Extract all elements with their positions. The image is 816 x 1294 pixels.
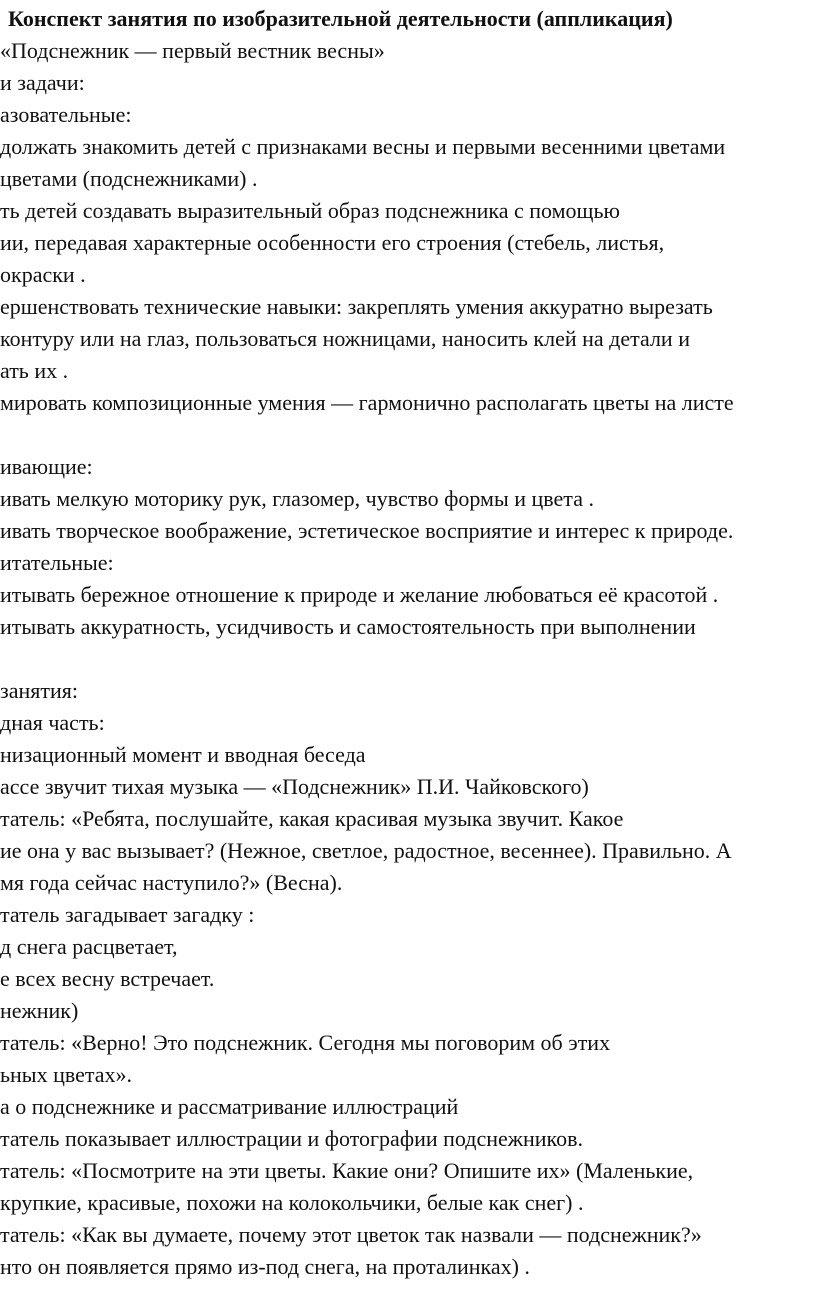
text-line: ершенствовать технические навыки: закреплять умения аккуратно вырезать — [0, 294, 713, 319]
text-line: ивающие: — [0, 454, 93, 479]
text-line: контуру или на глаз, пользоваться ножницами, наносить клей на детали и — [0, 326, 690, 351]
text-line: азовательные: — [0, 102, 132, 127]
text-line: занятия: — [0, 678, 78, 703]
text-line: дная часть: — [0, 710, 105, 735]
text-line: ии, передавая характерные особенности его строения (стебель, листья, — [0, 230, 665, 255]
text-line: е всех весну встречает. — [0, 966, 215, 991]
text-line: и задачи: — [0, 70, 85, 95]
text-line: должать знакомить детей с признаками весны и первыми весенними цветами — [0, 134, 726, 159]
text-line: татель: «Ребята, послушайте, какая красивая музыка звучит. Какое — [0, 806, 624, 831]
text-line: нежник) — [0, 998, 79, 1023]
text-line: татель: «Посмотрите на эти цветы. Какие они? Опишите их» (Маленькие, — [0, 1158, 694, 1183]
text-line: ивать творческое воображение, эстетическое восприятие и интерес к природе. — [0, 518, 734, 543]
text-line: татель: «Как вы думаете, почему этот цветок так назвали — подснежник?» — [0, 1222, 702, 1247]
text-line: а о подснежнике и рассматривание иллюстраций — [0, 1094, 459, 1119]
text-line: ивать мелкую моторику рук, глазомер, чувство формы и цвета . — [0, 486, 594, 511]
text-line: д снега расцветает, — [0, 934, 178, 959]
text-line: итывать аккуратность, усидчивость и самостоятельность при выполнении — [0, 614, 696, 639]
document-title: Конспект занятия по изобразительной деятельности (аппликация) — [8, 6, 673, 31]
text-line: ать их . — [0, 358, 69, 383]
text-line: татель показывает иллюстрации и фотографии подснежников. — [0, 1126, 583, 1151]
text-line: мировать композиционные умения — гармонично располагать цветы на листе — [0, 390, 734, 415]
text-line: «Подснежник — первый вестник весны» — [0, 38, 385, 63]
text-line: итательные: — [0, 550, 114, 575]
text-line: ть детей создавать выразительный образ подснежника с помощью — [0, 198, 620, 223]
text-line: мя года сейчас наступило?» (Весна). — [0, 870, 343, 895]
text-line: окраски . — [0, 262, 86, 287]
text-line: татель загадывает загадку : — [0, 902, 255, 927]
text-line: ассе звучит тихая музыка — «Подснежник» П.И. Чайковского) — [0, 774, 589, 799]
text-line: ьных цветах». — [0, 1062, 133, 1087]
text-line: цветами (подснежниками) . — [0, 166, 258, 191]
text-line: татель: «Верно! Это подснежник. Сегодня мы поговорим об этих — [0, 1030, 611, 1055]
text-line: крупкие, красивые, похожи на колокольчики, белые как снег) . — [0, 1190, 584, 1215]
text-line: итывать бережное отношение к природе и желание любоваться её красотой . — [0, 582, 719, 607]
text-line: ие она у вас вызывает? (Нежное, светлое, радостное, весеннее). Правильно. А — [0, 838, 732, 863]
text-line: нто он появляется прямо из-под снега, на проталинках) . — [0, 1254, 530, 1279]
text-line: низационный момент и вводная беседа — [0, 742, 366, 767]
